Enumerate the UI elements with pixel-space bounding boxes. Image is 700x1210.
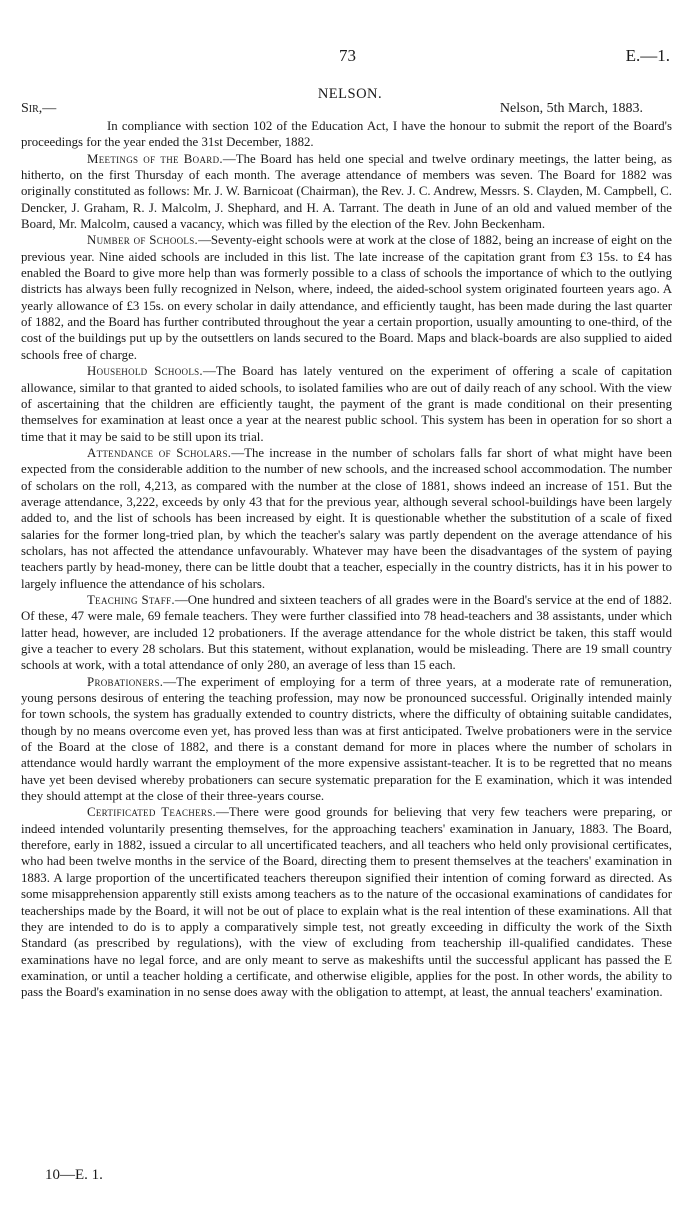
section-heading: Number of Schools. [87, 233, 199, 248]
section-heading: Meetings of the Board. [87, 151, 223, 166]
paragraph-household-schools [21, 363, 672, 445]
paragraph-introduction [21, 118, 672, 151]
paragraph-meetings [21, 151, 672, 233]
salutation-row [21, 101, 671, 119]
paragraph-text: —There were good grounds for believing that very few teachers were preparing, or indeed intended voluntarily presenting themselves, for the approaching teachers' examination in January, 1883. The Board, therefore, early in 1882, issued a circular to all uncertificated teachers, and all teachers who held only provisional certificates, who had been twelve months in the service of the Board, directing them to present themselves at the teachers' examination in 1883. A large proportion of the uncertificated teachers thereupon signified their intention of coming forward as directed. As some misapprehension apparently still exists among teachers as to the nature of the occasional examinations of candidates for teacherships made by the Board, it will not be out of place to explain what is the real intention of these examinations. All that they are intended to do is to apply a comparatively simple test, not greatly exceeding in difficulty the work of the Sixth Standard (as prescribed by regulations), with the view of excluding from teachership ill-qualified candidates. These examinations have no legal force, and are only meant to serve as makeshifts until the successful applicant has passed the E examination, or until a teacher holding a certificate, and otherwise eligible, applies for the post. In other words, the ability to pass the Board's examination in no sense does away with the obligation to attempt, at least, the annual teachers' examination. [21, 805, 672, 1000]
paragraph-certificated-teachers [21, 804, 672, 1000]
paragraph-text: —Seventy-eight schools were at work at the close of 1882, being an increase of eight on the previous year. Nine aided schools are included in this list. The late increase of the capitation grant from £3 15s. to £4 has enabled the Board to give more help than was formerly possible to a class of schools the importance of which to the outlying districts has always been fully recognized in Nelson, where, indeed, the aided-school system originated fourteen years ago. A yearly allowance of £3 15s. on every scholar in daily attendance, and efficiently taught, has been made during the last quarter of 1882, and the Board has further contributed throughout the year a certain proportion, usually amounting to one-third, of the cost of the buildings put up by the outsettlers on lands secured to the Board. Maps and black-boards are also supplied to aided schools free of charge. [21, 233, 673, 362]
page-header [0, 46, 700, 70]
section-heading: Household Schools. [87, 364, 203, 379]
section-heading: Probationers. [87, 674, 164, 689]
paragraph-probationers [21, 674, 672, 805]
paragraph-number-of-schools [21, 232, 672, 363]
dateline: Nelson, 5th March, 1883. [499, 101, 643, 116]
section-heading: Certificated Teachers. [87, 805, 217, 820]
paragraph-teaching-staff [21, 592, 672, 674]
report-body [21, 118, 672, 1001]
page-number: 73 [339, 46, 356, 65]
paragraph-text: In compliance with section 102 of the Education Act, I have the honour to submit the report of the Board's proceedings for the year ended the 31st December, 1882. [21, 119, 672, 150]
section-heading: Attendance of Scholars. [87, 445, 232, 460]
paragraph-text: —The Board has held one special and twelve ordinary meetings, the latter being, as hitherto, on the first Thursday of each month. The average attendance of members was seven. The Board for 1882 was originally constituted as follows: Mr. J. W. Barnicoat (Chairman), the Rev. J. C. Andrew, Messrs. S. Clayden, M. Campbell, C. Dencker, J. Graham, R. J. Malcolm, J. Shephard, and H. A. Tarrant. The death in June of an old and valued member of the Board, Mr. Malcolm, caused a vacancy, which was filled by the election of the Rev. John Beckenham. [21, 151, 672, 232]
paragraph-text: —The increase in the number of scholars falls far short of what might have been expected from the considerable addition to the number of new schools, and the increased school accommodation. The number of scholars on the roll, 4,213, as compared with the number at the close of 1881, shows indeed an increase of 151. But the average attendance, 3,222, exceeds by only 43 that for the previous year, although several school-buildings have been largely added to, and the list of schools has been increased by eight. It is questionable whether the substitution of a scale of fixed salaries for the former long-tried plan, by which the teacher's salary was partly dependent on the average attendance of his scholars, has not affected the attendance unfavourably. Whatever may have been the disadvantages of the system of paying teachers partly by head-money, there can be little doubt that a teacher, especially in the country districts, has it in his power to largely influence the attendance of his scholars. [21, 445, 672, 591]
paragraph-attendance [21, 445, 672, 592]
section-heading: Teaching Staff. [87, 592, 175, 607]
report-title: NELSON. [317, 86, 383, 102]
salutation: Sir,— [21, 101, 57, 116]
paragraph-text: —One hundred and sixteen teachers of all grades were in the Board's service at the end of 1882. Of these, 47 were male, 69 female teachers. They were further classified into 78 head-teachers and 38 assistants, under which latter head, however, are included 12 probationers. If the average attendance for the whole district be taken, this staff would give a teacher to every 28 scholars. But this statement, without explanation, would be misleading. There are 19 small country schools at work, with a total attendance of only 280, an average of less than 15 each. [21, 592, 672, 673]
document-code: E.—1. [625, 46, 670, 65]
paragraph-text: —The Board has lately ventured on the experiment of offering a scale of capitation allowance, similar to that granted to aided schools, to isolated families who are out of daily reach of any school. With the view of ascertaining that the children are efficiently taught, the payment of the grant is made conditional on their presenting themselves for examination at least once a year at the nearest public school. This system has been in operation for so short a time that it may be said to be still upon its trial. [21, 364, 672, 444]
paragraph-text: —The experiment of employing for a term of three years, at a moderate rate of remuneration, young persons desirous of entering the teaching profession, may now be pronounced successful. Originally intended mainly for town schools, the system has gradually extended to country districts, where the difficulty of obtaining suitable candidates, though by no means overcome even yet, has proved less than was at first anticipated. Twelve probationers were in the service of the Board at the close of 1882, and there is a constant demand for more in places where the number of scholars in attendance would hardly warrant the employment of the more expensive assistant-teacher. It is to be regretted that no means have yet been devised whereby probationers can secure systematic preparation for the E examination, which it was intended they should attempt at the close of their three-years course. [21, 674, 672, 804]
page-footer-reference: 10—E. 1. [45, 1167, 103, 1183]
